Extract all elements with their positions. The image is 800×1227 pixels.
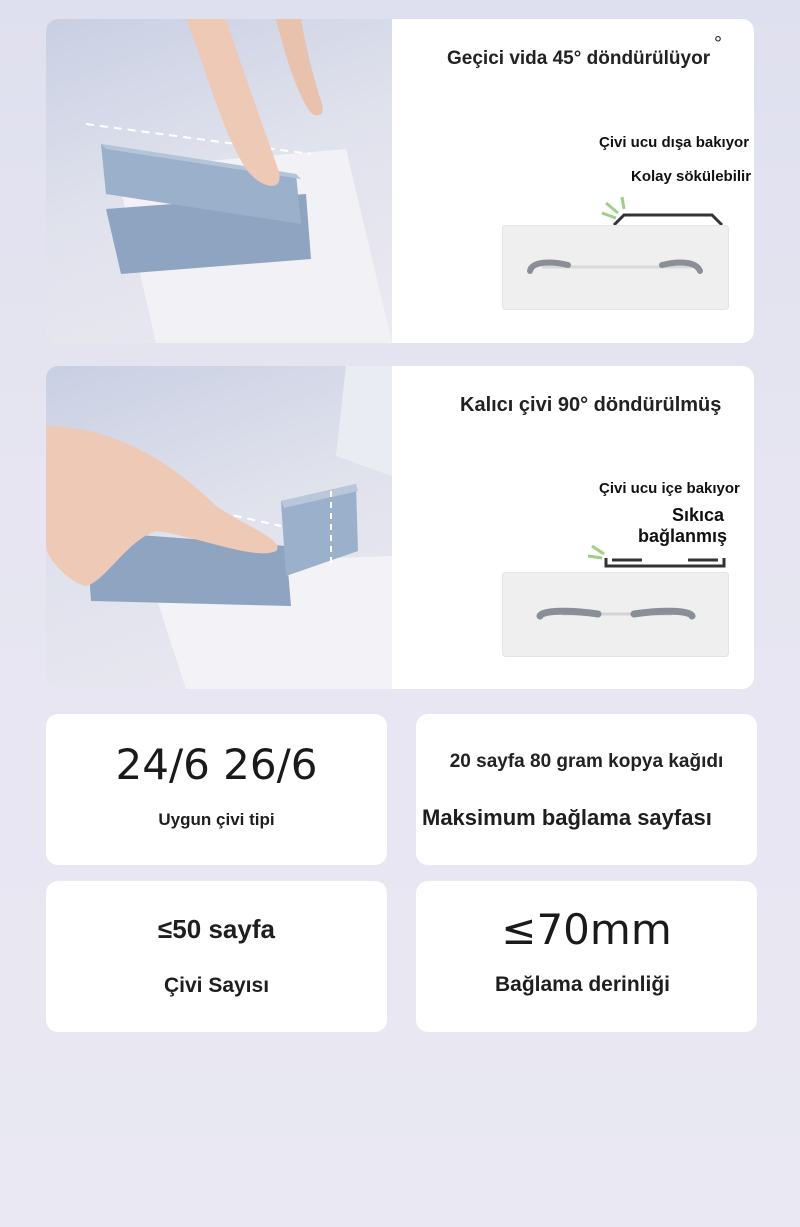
- temporary-staple-panel: [46, 19, 754, 343]
- staple-count-label: Çivi Sayısı: [163, 974, 270, 997]
- staple-type-card: [46, 714, 387, 865]
- panel1-title: Geçici vida 45° döndürülüyor: [447, 48, 711, 69]
- max-pages-value: 20 sayfa 80 gram kopya kağıdı: [449, 751, 724, 772]
- panel2-note-tight-b: bağlanmış: [638, 526, 728, 546]
- max-pages-label: Maksimum bağlama sayfası: [422, 805, 712, 830]
- panel1-note-outward: Çivi ucu dışa bakıyor: [599, 134, 750, 151]
- panel2-note-tight-a: Sıkıca: [672, 505, 725, 525]
- staple-count-card: [46, 881, 387, 1032]
- binding-depth-value: ≤70mm: [501, 905, 672, 954]
- binding-depth-label: Bağlama derinliği: [494, 973, 671, 996]
- permanent-staple-panel: [46, 366, 754, 689]
- staple-count-value: ≤50 sayfa: [158, 914, 275, 944]
- staple-inward-icon: [586, 538, 726, 572]
- degree-mark: °: [714, 33, 722, 55]
- max-pages-card: [416, 714, 757, 865]
- panel2-note-inward: Çivi ucu içe bakıyor: [599, 480, 740, 497]
- binding-depth-card: [416, 881, 757, 1032]
- paper-sample-2: [502, 572, 729, 657]
- stapler-photo-90: [46, 366, 392, 689]
- staple-type-label: Uygun çivi tipi: [158, 810, 275, 829]
- panel1-note-removable: Kolay sökülebilir: [631, 168, 752, 185]
- panel2-title: Kalıcı çivi 90° döndürülmüş: [460, 394, 722, 416]
- paper-sample-1: [502, 225, 729, 310]
- staple-type-value: 24/6 26/6: [115, 740, 318, 789]
- stapler-photo-45: [46, 19, 392, 343]
